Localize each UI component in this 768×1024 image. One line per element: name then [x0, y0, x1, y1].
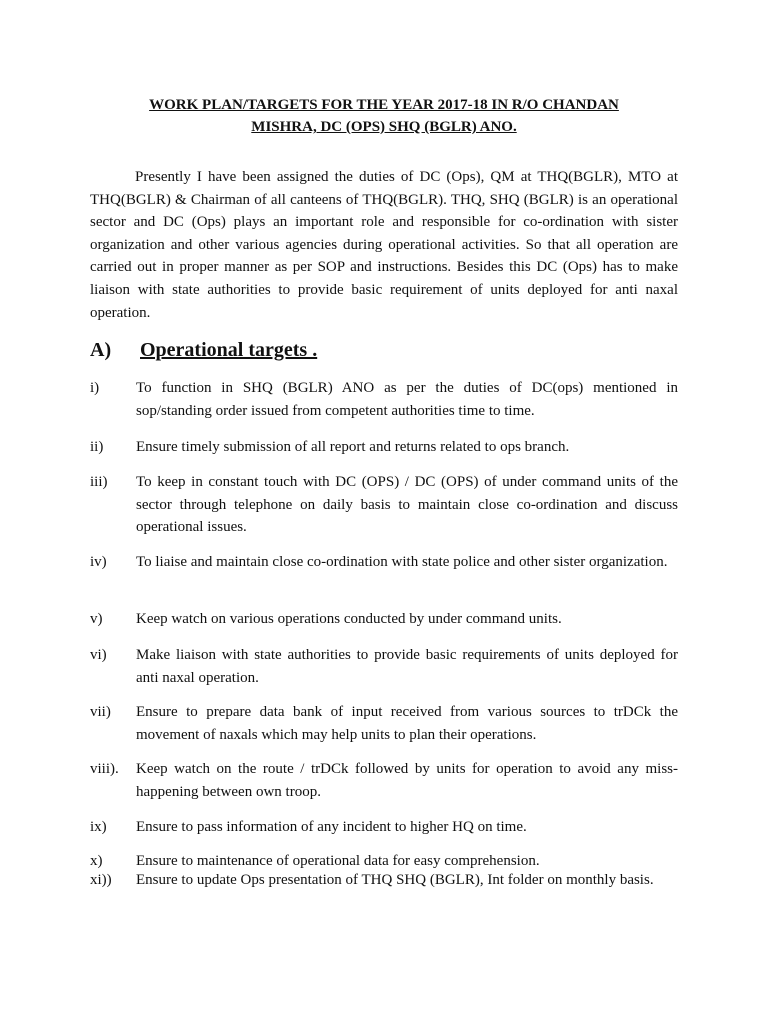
list-item-number: viii).	[90, 761, 119, 777]
list-item-number: xi))	[90, 872, 112, 888]
list-item-text: Ensure timely submission of all report and returns related to ops branch.	[136, 439, 570, 455]
list-item-text: Ensure to pass information of any incident to higher HQ on time.	[136, 819, 527, 835]
list-item-number: x)	[90, 853, 103, 869]
intro-paragraph: Presently I have been assigned the duties of DC (Ops), QM at THQ(BGLR), MTO at THQ(BGLR) & Chairman of all canteens of THQ(BGLR). THQ, SHQ (BGLR) is an operational sector and DC (Ops) plays an important role and responsible for co-ordination with sister organization and other various agencies during operational activities. So that all operation are carried out in proper manner as per SOP and instructions. Besides this DC (Ops) has to make liaison with state authorities to provide basic requirement of units deployed for anti naxal operation.	[90, 169, 678, 321]
list-item-text: To function in SHQ (BGLR) ANO as per the duties of DC(ops) mentioned in sop/standing order issued from competent authorities time to time.	[136, 380, 678, 419]
document-title	[90, 94, 678, 138]
list-item-number: i)	[90, 380, 100, 396]
list-item-text: Ensure to update Ops presentation of THQ SHQ (BGLR), Int folder on monthly basis.	[136, 872, 654, 888]
list-item	[90, 644, 678, 689]
list-item	[90, 436, 678, 459]
list-item-text: Keep watch on various operations conducted by under command units.	[136, 611, 562, 627]
list-item-number: ii)	[90, 439, 104, 455]
list-item-number: ix)	[90, 819, 107, 835]
list-item-number: v)	[90, 611, 103, 627]
list-item	[90, 758, 678, 803]
list-item	[90, 377, 678, 422]
list-item	[90, 608, 678, 631]
list-item-number: vii)	[90, 704, 111, 720]
list-item-number: vi)	[90, 647, 107, 663]
section-heading	[90, 336, 317, 364]
section-title: Operational targets .	[140, 339, 318, 361]
list-item	[90, 852, 678, 871]
section-number: A)	[90, 339, 112, 361]
list-item-text: To liaise and maintain close co-ordination with state police and other sister organization.	[136, 554, 668, 570]
list-item	[90, 816, 678, 839]
list-item-number: iii)	[90, 474, 108, 490]
list-item	[90, 471, 678, 539]
title-line-2: MISHRA, DC (OPS) SHQ (BGLR) ANO.	[251, 119, 517, 135]
list-item-text: Ensure to maintenance of operational data for easy comprehension.	[136, 853, 540, 869]
list-item-text: Make liaison with state authorities to provide basic requirements of units deployed for anti naxal operation.	[136, 647, 678, 686]
list-item-text: To keep in constant touch with DC (OPS) / DC (OPS) of under command units of the sector through telephone on daily basis to maintain close co-ordination and discuss operational issues.	[136, 474, 678, 536]
list-item	[90, 551, 678, 574]
list-item	[90, 701, 678, 746]
list-item-text: Ensure to prepare data bank of input received from various sources to trDCk the movement of naxals which may help units to plan their operations.	[136, 704, 678, 743]
list-item-number: iv)	[90, 554, 107, 570]
list-item-text: Keep watch on the route / trDCk followed by units for operation to avoid any miss- happening between own troop.	[136, 761, 678, 800]
title-line-1: WORK PLAN/TARGETS FOR THE YEAR 2017-18 IN R/O CHANDAN	[149, 97, 619, 113]
list-item	[90, 871, 678, 890]
